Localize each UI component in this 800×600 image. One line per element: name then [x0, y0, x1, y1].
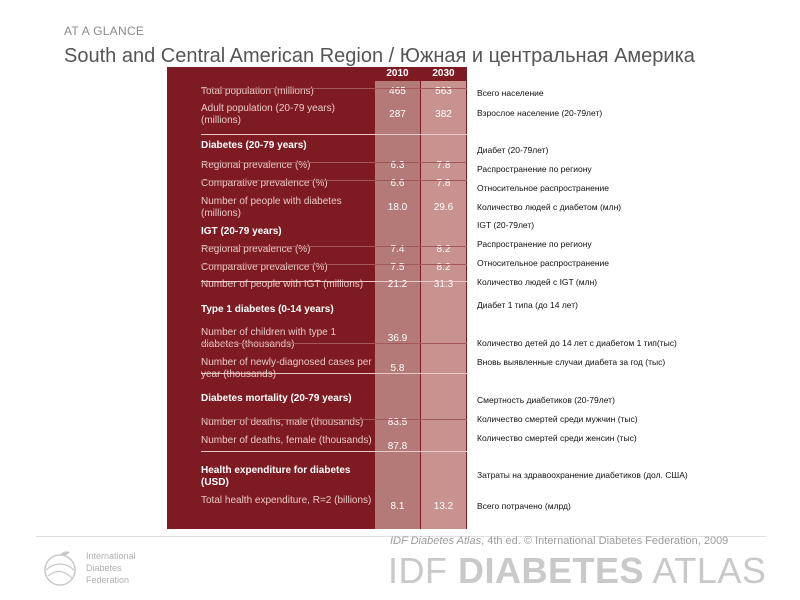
value-2030: 7.8: [436, 160, 451, 171]
value-2010: 83.5: [387, 417, 408, 428]
ru-label: Взрослое население (20-79лет): [477, 108, 603, 118]
idf-logo-icon: [38, 548, 82, 588]
value-2010: 465: [389, 86, 406, 97]
ru-label: Распространение по региону: [477, 239, 592, 249]
ru-label: Распространение по региону: [477, 164, 592, 174]
row-label: Number of deaths, male (thousands): [201, 417, 364, 428]
statistics-table: [167, 67, 467, 529]
org-name: International Diabetes Federation: [86, 551, 136, 585]
ru-label: Количество людей с IGT (млн): [477, 277, 598, 287]
value-2010: 287: [389, 109, 406, 120]
value-2030: 563: [435, 86, 452, 97]
value-2030: 7.8: [436, 178, 451, 189]
ru-label: Количество смертей среди мужчин (тыс): [477, 414, 638, 424]
table-header: [167, 67, 467, 81]
ru-label: Всего население: [477, 88, 544, 98]
ru-label: Диабет (20-79лет): [477, 145, 549, 155]
row-label: Regional prevalence (%): [201, 244, 311, 255]
value-2010: 5.8: [390, 363, 405, 374]
value-2030: 13.2: [433, 501, 454, 512]
section-label: Diabetes (20-79 years): [201, 140, 307, 151]
ru-label: Количество людей с диабетом (млн): [477, 202, 622, 212]
ru-label: IGT (20-79лет): [477, 220, 535, 230]
row-label: Comparative prevalence (%): [201, 178, 328, 189]
section-label: IGT (20-79 years): [201, 226, 282, 237]
row-label: Number of people with diabetes (millions): [201, 196, 342, 219]
value-2030: 8.2: [436, 244, 451, 255]
section-label: Health expenditure for diabetes (USD): [201, 465, 351, 488]
ru-label: Затраты на здравоохранение диабетиков (дол. США): [477, 470, 688, 480]
page-title: South and Central American Region / Южная и центральная Америка: [64, 45, 695, 67]
row-label: Number of newly-diagnosed cases per year (thousands): [201, 357, 372, 380]
column-header-2030: 2030: [432, 68, 455, 79]
row-label: Total population (millions): [201, 86, 314, 97]
brand-wordmark: IDF DIABETES ATLAS: [388, 550, 767, 591]
value-2030: 29.6: [433, 202, 454, 213]
ru-label: Всего потрачено (млрд): [477, 501, 571, 511]
ru-label: Относительное распространение: [477, 258, 610, 268]
row-label: Comparative prevalence (%): [201, 262, 328, 273]
value-2030: 31.3: [433, 279, 454, 290]
column-2010-background: [375, 67, 420, 529]
value-2010: 7.5: [390, 262, 405, 273]
citation: IDF Diabetes Atlas, 4th ed. © International Diabetes Federation, 2009: [390, 535, 729, 547]
value-2010: 8.1: [390, 501, 405, 512]
section-label: Diabetes mortality (20-79 years): [201, 393, 352, 404]
ru-label: Вновь выявленные случаи диабета за год (тыс): [477, 357, 666, 367]
ru-label: Диабет 1 типа (до 14 лет): [477, 300, 578, 310]
ru-label: Количество смертей среди женсин (тыс): [477, 433, 637, 443]
value-2010: 21.2: [387, 279, 408, 290]
section-label: Type 1 diabetes (0-14 years): [201, 304, 334, 315]
value-2010: 6.3: [390, 160, 405, 171]
column-2030-background: [421, 67, 466, 529]
row-label: Adult population (20-79 years) (millions): [201, 103, 335, 126]
row-label: Total health expenditure, R=2 (billions): [201, 495, 372, 506]
ru-label: Смертность диабетиков (20-79лет): [477, 395, 615, 405]
ru-label: Относительное распространение: [477, 183, 610, 193]
value-2010: 7.4: [390, 244, 405, 255]
value-2010: 87.8: [387, 441, 408, 452]
value-2030: 8.2: [436, 262, 451, 273]
value-2010: 6.6: [390, 178, 405, 189]
column-header-2010: 2010: [386, 68, 409, 79]
section-kicker: AT A GLANCE: [64, 24, 145, 38]
value-2010: 36.9: [387, 333, 408, 344]
row-label: Regional prevalence (%): [201, 160, 311, 171]
row-label: Number of people with IGT (millions): [201, 279, 364, 290]
ru-label: Количество детей до 14 лет с диабетом 1 тип(тыс): [477, 338, 677, 348]
value-2010: 18.0: [387, 202, 408, 213]
row-label: Number of children with type 1 diabetes (thousands): [201, 327, 337, 350]
value-2030: 382: [435, 109, 452, 120]
row-label: Number of deaths, female (thousands): [201, 435, 372, 446]
